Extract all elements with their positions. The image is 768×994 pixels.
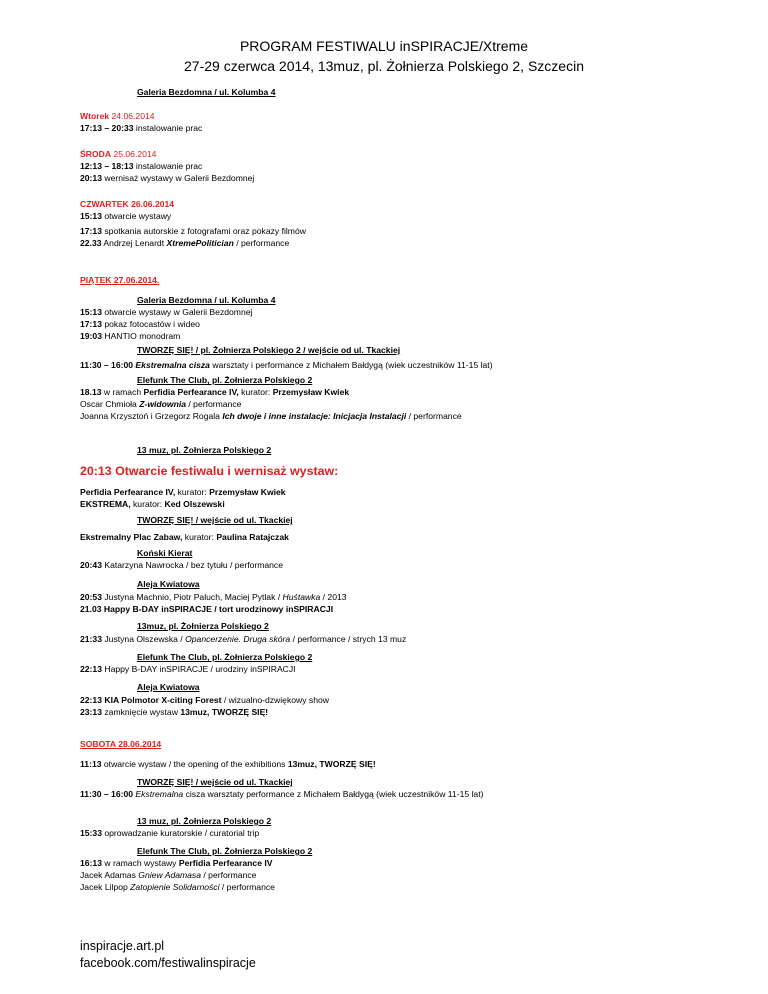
event-time: 22.33 xyxy=(80,238,102,248)
event-text: / performance xyxy=(186,399,242,409)
venue-heading: TWORZĘ SIĘ! / wejście od ul. Tkackiej xyxy=(137,515,293,525)
event-text: Justyna Machnio, Piotr Paluch, Maciej Pytlak / xyxy=(101,592,283,602)
event-title: Perfidia Perfearance IV, xyxy=(143,387,239,397)
venue-names: 13muz, TWORZĘ SIĘ! xyxy=(287,759,376,769)
event-text: w ramach wystawy xyxy=(101,858,179,868)
event-time: 21:33 xyxy=(80,634,102,644)
event-text: Andrzej Lenardt xyxy=(101,238,167,248)
event-text: oprowadzanie kuratorskie / curatorial trip xyxy=(101,828,260,838)
event-time: 19:03 xyxy=(80,331,102,341)
venue-heading: TWORZĘ SIĘ! / pl. Żołnierza Polskiego 2 / wejście od ul. Tkackiej xyxy=(137,345,401,355)
venue-heading: Elefunk The Club, pl. Żołnierza Polskiego 2 xyxy=(137,375,313,385)
curator-name: Paulina Ratajczak xyxy=(216,532,289,542)
day-thursday xyxy=(80,198,740,249)
event-title: Ich dwoje i inne instalacje: Inicjacja Instalacji xyxy=(222,411,407,421)
event-text: / performance xyxy=(406,411,462,421)
event-text: HANTIO monodram xyxy=(101,331,181,341)
exhibition-name: Perfidia Perfearance IV xyxy=(178,858,273,868)
event-title: Ekstremalna cisza xyxy=(133,360,210,370)
event-time: 17:13 xyxy=(80,226,102,236)
event-text: otwarcie wystawy xyxy=(101,211,172,221)
event-time: 18.13 xyxy=(80,387,102,397)
event-text: w ramach xyxy=(101,387,144,397)
venue-heading: Elefunk The Club, pl. Żołnierza Polskiego 2 xyxy=(137,652,313,662)
event-text: instalowanie prac xyxy=(133,123,203,133)
event-time: 23:13 xyxy=(80,707,102,717)
event-time: 11:30 – 16:00 xyxy=(80,360,134,370)
event-time: 12:13 – 18:13 xyxy=(80,161,134,171)
event-time: 11:30 – 16:00 xyxy=(80,789,134,799)
event-text: / performance xyxy=(233,238,290,248)
venue-heading: Elefunk The Club, pl. Żołnierza Polskiego 2 xyxy=(137,846,313,856)
event-title: Gniew Adamasa xyxy=(138,870,202,880)
event-title: Ekstremalna xyxy=(133,789,184,799)
event-text: Happy B-DAY inSPIRACJE / urodziny inSPIRACJI xyxy=(101,664,296,674)
event-time: 20:13 xyxy=(80,173,102,183)
day-tuesday xyxy=(80,110,740,134)
event-text: cisza warsztaty performance z Michałem Bałdygą (wiek uczestników 11-15 lat) xyxy=(183,789,484,799)
day-date: 24.06.2014 xyxy=(109,111,155,121)
venue-heading: 13muz, pl. Żołnierza Polskiego 2 xyxy=(137,621,269,631)
event-title: Huśtawka xyxy=(282,592,321,602)
day-friday xyxy=(80,274,740,286)
event-time: 15:13 xyxy=(80,211,102,221)
website-link[interactable]: inspiracje.art.pl xyxy=(80,939,165,953)
opening-heading: 20:13 Otwarcie festiwalu i wernisaż wystaw: xyxy=(80,464,339,478)
footer xyxy=(80,938,256,972)
event-time: 11:13 xyxy=(80,759,102,769)
venue-heading: Aleja Kwiatowa xyxy=(137,682,200,692)
curator-name: Przemysław Kwiek xyxy=(209,487,286,497)
exhibition-name: Ekstremalny Plac Zabaw, xyxy=(80,532,183,542)
event-text: / performance xyxy=(201,870,257,880)
event-time: 22:13 xyxy=(80,695,102,705)
exhibition-name: EKSTREMA, xyxy=(80,499,131,509)
venue-heading: TWORZĘ SIĘ! / wejście od ul. Tkackiej xyxy=(137,777,293,787)
event-time: 17:13 – 20:33 xyxy=(80,123,134,133)
event-text: kurator: xyxy=(175,487,210,497)
event-time: 20:53 xyxy=(80,592,102,602)
day-wednesday xyxy=(80,148,740,184)
event-text: otwarcie wystawy w Galerii Bezdomnej xyxy=(101,307,253,317)
event-text: Jacek Lilpop xyxy=(80,882,131,892)
event-text: wernisaż wystawy w Galerii Bezdomnej xyxy=(101,173,255,183)
venue-heading: 13 muz, pl. Żołnierza Polskiego 2 xyxy=(137,445,272,455)
facebook-link[interactable]: facebook.com/festiwalinspiracje xyxy=(80,956,256,970)
page-subtitle: 27-29 czerwca 2014, 13muz, pl. Żołnierza Polskiego 2, Szczecin xyxy=(184,58,584,74)
event-text: warsztaty i performance z Michałem Bałdygą (wiek uczestników 11-15 lat) xyxy=(209,360,493,370)
venue-names: 13muz, TWORZĘ SIĘ! xyxy=(180,707,269,717)
page-title: PROGRAM FESTIWALU inSPIRACJE/Xtreme xyxy=(239,38,529,54)
day-header: PIĄTEK 27.06.2014. xyxy=(80,275,160,285)
venue-heading: 13 muz, pl. Żołnierza Polskiego 2 xyxy=(137,816,272,826)
venue-heading: Galeria Bezdomna / ul. Kolumba 4 xyxy=(137,295,276,305)
event-text: kurator: xyxy=(238,387,273,397)
event-time: 15:13 xyxy=(80,307,102,317)
event-text: / 2013 xyxy=(320,592,347,602)
day-date: 25.06.2014 xyxy=(111,149,157,159)
event-text: 21.03 Happy B-DAY inSPIRACJE / tort urodzinowy inSPIRACJI xyxy=(80,604,334,614)
day-header: SOBOTA 28.06.2014 xyxy=(80,739,162,749)
event-text: / wizualno-dzwiękowy show xyxy=(221,695,329,705)
day-name: Wtorek xyxy=(80,111,110,121)
event-text: Oscar Chmioła xyxy=(80,399,140,409)
event-text: zamknięcie wystaw xyxy=(101,707,181,717)
exhibition-name: Perfidia Perfearance IV, xyxy=(80,487,176,497)
event-title: KIA Polmotor X-citing Forest xyxy=(101,695,222,705)
venue-heading: Aleja Kwiatowa xyxy=(137,579,200,589)
curator-name: Przemysław Kwiek xyxy=(272,387,350,397)
event-time: 17:13 xyxy=(80,319,102,329)
event-text: / performance / strych 13 muz xyxy=(290,634,407,644)
event-title: XtremePolitician xyxy=(166,238,234,248)
day-saturday xyxy=(80,738,740,750)
event-title: Zatopienie Solidarności xyxy=(130,882,220,892)
event-time: 22:13 xyxy=(80,664,102,674)
event-text: Joanna Krzysztoń i Grzegorz Rogala xyxy=(80,411,223,421)
event-time: 16:13 xyxy=(80,858,102,868)
event-text: kurator: xyxy=(182,532,217,542)
event-text: otwarcie wystaw / the opening of the exhibitions xyxy=(101,759,288,769)
day-header: CZWARTEK 26.06.2014 xyxy=(80,199,175,209)
event-title: Z-widownia xyxy=(139,399,187,409)
day-name: ŚRODA xyxy=(80,149,112,159)
venue-heading: Galeria Bezdomna / ul. Kolumba 4 xyxy=(137,87,276,97)
curator-name: Ked Olszewski xyxy=(164,499,225,509)
event-text: Katarzyna Nawrocka / bez tytułu / performance xyxy=(101,560,284,570)
venue-heading: Koński Kierat xyxy=(137,548,193,558)
event-text: Jacek Adamas xyxy=(80,870,139,880)
event-text: pokaz fotocastów i wideo xyxy=(101,319,200,329)
event-time: 20:43 xyxy=(80,560,102,570)
event-text: kurator: xyxy=(130,499,165,509)
event-text: Justyna Olszewska / xyxy=(101,634,186,644)
event-time: 15:33 xyxy=(80,828,102,838)
event-text: / performance xyxy=(219,882,275,892)
event-text: spotkania autorskie z fotografami oraz pokazy filmów xyxy=(101,226,306,236)
event-title: Opancerzenie. Druga skóra xyxy=(185,634,291,644)
event-text: instalowanie prac xyxy=(133,161,203,171)
